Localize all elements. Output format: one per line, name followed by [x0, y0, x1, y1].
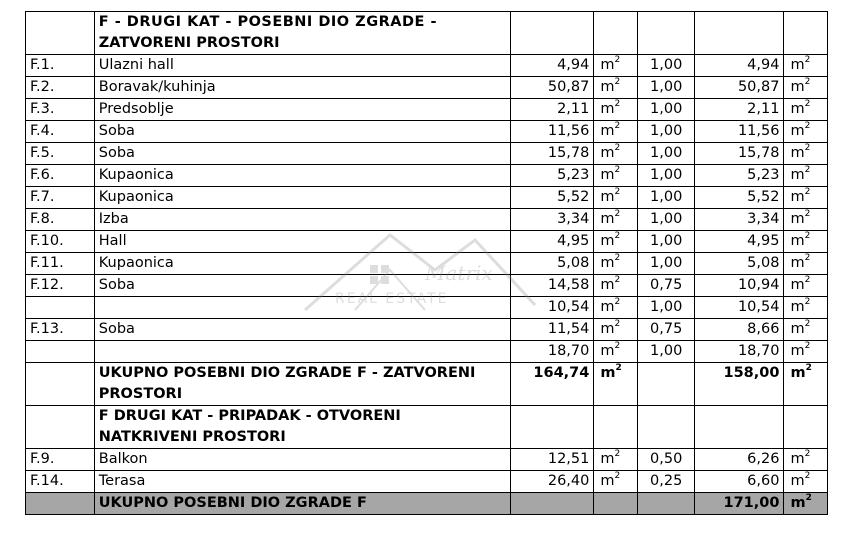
- reduced-area: 6,60: [695, 471, 784, 493]
- coefficient: 1,00: [637, 121, 695, 143]
- empty-cell: [695, 406, 784, 449]
- empty-cell: [511, 406, 594, 449]
- subtotal-row-label: [94, 363, 511, 406]
- empty-cell: [784, 12, 828, 55]
- unit-superscript: 2: [804, 253, 811, 264]
- coefficient: 1,00: [637, 231, 695, 253]
- coefficient: 1,00: [637, 187, 695, 209]
- unit-m: m: [790, 451, 805, 467]
- result-unit: [784, 493, 828, 515]
- unit-m: m: [790, 277, 805, 293]
- room-code: F.5.: [26, 143, 95, 165]
- total-row: [26, 493, 828, 515]
- room-code: F.12.: [26, 275, 95, 297]
- unit-superscript: 2: [805, 363, 812, 374]
- area-unit: [594, 231, 637, 253]
- empty-cell: [637, 493, 695, 515]
- table-row: [26, 99, 828, 121]
- room-code: F.9.: [26, 449, 95, 471]
- coefficient: 1,00: [637, 253, 695, 275]
- table-row: [26, 275, 828, 297]
- reduced-area: 5,08: [695, 253, 784, 275]
- room-name: Ulazni hall: [94, 55, 511, 77]
- coefficient: 1,00: [637, 99, 695, 121]
- section2-header-row-label: [94, 406, 511, 449]
- subtotal-row-label-line2: PROSTORI: [98, 386, 183, 402]
- room-code: [26, 297, 95, 319]
- room-name: Kupaonica: [94, 187, 511, 209]
- room-name: Balkon: [94, 449, 511, 471]
- table-row: [26, 165, 828, 187]
- table-row: [26, 187, 828, 209]
- unit-superscript: 2: [614, 209, 621, 220]
- coefficient: 0,25: [637, 471, 695, 493]
- unit-m: m: [790, 255, 805, 271]
- section-title: [94, 12, 511, 55]
- coefficient: 1,00: [637, 341, 695, 363]
- reduced-area: 50,87: [695, 77, 784, 99]
- unit-m: m: [600, 255, 615, 271]
- room-code: F.13.: [26, 319, 95, 341]
- table-row: [26, 341, 828, 363]
- room-code: F.14.: [26, 471, 95, 493]
- room-area: 5,08: [511, 253, 594, 275]
- unit-superscript: 2: [614, 341, 621, 352]
- empty-cell: [637, 406, 695, 449]
- table-row: [26, 121, 828, 143]
- room-area: 2,11: [511, 99, 594, 121]
- reduced-area: 18,70: [695, 341, 784, 363]
- table-row: [26, 55, 828, 77]
- reduced-area: 4,94: [695, 55, 784, 77]
- table-row: [26, 209, 828, 231]
- coefficient: 1,00: [637, 297, 695, 319]
- reduced-area: 5,52: [695, 187, 784, 209]
- room-name: Predsoblje: [94, 99, 511, 121]
- section2-header-row: [26, 406, 828, 449]
- area-unit: [594, 77, 637, 99]
- total-result: 171,00: [695, 493, 784, 515]
- table-row: [26, 449, 828, 471]
- empty-cell: [637, 12, 695, 55]
- area-unit: [594, 209, 637, 231]
- area-unit: [594, 471, 637, 493]
- unit-m: m: [790, 57, 805, 73]
- unit-superscript: 2: [614, 55, 621, 66]
- unit-m: m: [600, 145, 615, 161]
- section-title-line1: F - DRUGI KAT - POSEBNI DIO ZGRADE -: [98, 14, 437, 30]
- empty-cell: [26, 406, 95, 449]
- coefficient: 1,00: [637, 165, 695, 187]
- result-unit: [784, 165, 828, 187]
- unit-superscript: 2: [804, 275, 811, 286]
- unit-superscript: 2: [614, 143, 621, 154]
- room-name: Kupaonica: [94, 253, 511, 275]
- unit-m: m: [600, 299, 615, 315]
- watermark-text: REAL ESTATE: [335, 291, 449, 307]
- area-unit: [594, 121, 637, 143]
- result-unit: [784, 363, 828, 406]
- table-row: [26, 297, 828, 319]
- empty-cell: [26, 363, 95, 406]
- unit-m: m: [790, 321, 805, 337]
- unit-superscript: 2: [804, 209, 811, 220]
- reduced-area: 11,56: [695, 121, 784, 143]
- unit-superscript: 2: [614, 319, 621, 330]
- unit-m: m: [790, 189, 805, 205]
- result-unit: [784, 449, 828, 471]
- room-code: F.2.: [26, 77, 95, 99]
- room-code: F.6.: [26, 165, 95, 187]
- unit-m: m: [790, 233, 805, 249]
- unit-superscript: 2: [614, 275, 621, 286]
- unit-m: m: [790, 79, 805, 95]
- unit-superscript: 2: [804, 449, 811, 460]
- unit-superscript: 2: [615, 363, 622, 374]
- unit-m: m: [790, 123, 805, 139]
- unit-superscript: 2: [614, 449, 621, 460]
- empty-cell: [695, 12, 784, 55]
- area-unit: [594, 165, 637, 187]
- area-unit: [594, 253, 637, 275]
- area-unit: [594, 297, 637, 319]
- room-area: 3,34: [511, 209, 594, 231]
- section-title-line2: ZATVORENI PROSTORI: [98, 35, 280, 51]
- total-label: UKUPNO POSEBNI DIO ZGRADE F: [94, 493, 511, 515]
- area-unit: [594, 319, 637, 341]
- room-area: 26,40: [511, 471, 594, 493]
- room-area: 14,58: [511, 275, 594, 297]
- subtotal-area: 164,74: [511, 363, 594, 406]
- empty-cell: [511, 12, 594, 55]
- unit-superscript: 2: [804, 187, 811, 198]
- room-area: 11,54: [511, 319, 594, 341]
- reduced-area: 8,66: [695, 319, 784, 341]
- room-area: 12,51: [511, 449, 594, 471]
- result-unit: [784, 209, 828, 231]
- area-unit: [594, 363, 637, 406]
- area-unit: [594, 187, 637, 209]
- reduced-area: 15,78: [695, 143, 784, 165]
- subtotal-row: [26, 363, 828, 406]
- unit-superscript: 2: [804, 121, 811, 132]
- unit-superscript: 2: [804, 165, 811, 176]
- room-code: F.1.: [26, 55, 95, 77]
- unit-superscript: 2: [614, 471, 621, 482]
- coefficient: 1,00: [637, 55, 695, 77]
- table-row: [26, 471, 828, 493]
- unit-m: m: [600, 451, 615, 467]
- room-code: F.4.: [26, 121, 95, 143]
- unit-superscript: 2: [804, 55, 811, 66]
- room-area: 5,23: [511, 165, 594, 187]
- reduced-area: 10,94: [695, 275, 784, 297]
- room-area: 5,52: [511, 187, 594, 209]
- room-name: Izba: [94, 209, 511, 231]
- unit-superscript: 2: [804, 319, 811, 330]
- result-unit: [784, 99, 828, 121]
- result-unit: [784, 121, 828, 143]
- room-name: [94, 297, 511, 319]
- room-code: F.7.: [26, 187, 95, 209]
- unit-superscript: 2: [804, 297, 811, 308]
- result-unit: [784, 341, 828, 363]
- empty-cell: [594, 12, 637, 55]
- coefficient: 0,50: [637, 449, 695, 471]
- table-row: [26, 253, 828, 275]
- unit-superscript: 2: [804, 231, 811, 242]
- unit-m: m: [600, 343, 615, 359]
- reduced-area: 3,34: [695, 209, 784, 231]
- coefficient: 1,00: [637, 77, 695, 99]
- unit-superscript: 2: [614, 297, 621, 308]
- result-unit: [784, 55, 828, 77]
- room-code: F.10.: [26, 231, 95, 253]
- room-name: [94, 341, 511, 363]
- room-code: F.3.: [26, 99, 95, 121]
- unit-m: m: [600, 167, 615, 183]
- section2-header-row-label-line2: NATKRIVENI PROSTORI: [98, 429, 286, 445]
- subtotal-result: 158,00: [695, 363, 784, 406]
- room-name: Soba: [94, 143, 511, 165]
- coefficient: 1,00: [637, 209, 695, 231]
- empty-cell: [594, 406, 637, 449]
- room-name: Terasa: [94, 471, 511, 493]
- result-unit: [784, 471, 828, 493]
- result-unit: [784, 187, 828, 209]
- unit-m: m: [600, 123, 615, 139]
- watermark-script: Matrix: [425, 261, 493, 285]
- unit-superscript: 2: [614, 187, 621, 198]
- reduced-area: 2,11: [695, 99, 784, 121]
- room-area: 4,94: [511, 55, 594, 77]
- unit-superscript: 2: [614, 77, 621, 88]
- unit-m: m: [600, 277, 615, 293]
- reduced-area: 5,23: [695, 165, 784, 187]
- room-name: Hall: [94, 231, 511, 253]
- room-area: 10,54: [511, 297, 594, 319]
- unit-m: m: [600, 321, 615, 337]
- unit-superscript: 2: [805, 493, 812, 504]
- unit-superscript: 2: [614, 99, 621, 110]
- coefficient: 0,75: [637, 275, 695, 297]
- unit-m: m: [600, 101, 615, 117]
- unit-m: m: [600, 233, 615, 249]
- unit-m: m: [600, 189, 615, 205]
- empty-cell: [784, 406, 828, 449]
- area-unit: [594, 341, 637, 363]
- unit-m: m: [790, 495, 806, 511]
- section-header-row: [26, 12, 828, 55]
- unit-superscript: 2: [614, 253, 621, 264]
- unit-m: m: [600, 57, 615, 73]
- section2-header-row-label-line1: F DRUGI KAT - PRIPADAK - OTVORENI: [98, 408, 401, 424]
- unit-superscript: 2: [804, 77, 811, 88]
- unit-m: m: [790, 101, 805, 117]
- reduced-area: 6,26: [695, 449, 784, 471]
- room-area: 4,95: [511, 231, 594, 253]
- result-unit: [784, 275, 828, 297]
- table-row: [26, 77, 828, 99]
- unit-superscript: 2: [804, 143, 811, 154]
- header-code-cell: [26, 12, 95, 55]
- result-unit: [784, 77, 828, 99]
- room-area: 11,56: [511, 121, 594, 143]
- room-name: Soba: [94, 319, 511, 341]
- result-unit: [784, 231, 828, 253]
- unit-m: m: [600, 211, 615, 227]
- area-table: [25, 11, 828, 515]
- unit-superscript: 2: [614, 231, 621, 242]
- unit-m: m: [790, 167, 805, 183]
- result-unit: [784, 319, 828, 341]
- result-unit: [784, 143, 828, 165]
- room-code: F.11.: [26, 253, 95, 275]
- unit-m: m: [600, 79, 615, 95]
- unit-m: m: [790, 299, 805, 315]
- reduced-area: 4,95: [695, 231, 784, 253]
- unit-m: m: [790, 365, 806, 381]
- reduced-area: 10,54: [695, 297, 784, 319]
- unit-m: m: [790, 343, 805, 359]
- table-row: [26, 143, 828, 165]
- unit-superscript: 2: [804, 471, 811, 482]
- unit-m: m: [790, 473, 805, 489]
- empty-cell: [511, 493, 594, 515]
- room-area: 15,78: [511, 143, 594, 165]
- area-unit: [594, 449, 637, 471]
- unit-superscript: 2: [614, 165, 621, 176]
- room-name: Kupaonica: [94, 165, 511, 187]
- unit-m: m: [600, 473, 615, 489]
- unit-m: m: [600, 365, 616, 381]
- room-name: Soba: [94, 275, 511, 297]
- unit-superscript: 2: [804, 99, 811, 110]
- empty-cell: [26, 493, 95, 515]
- unit-m: m: [790, 145, 805, 161]
- coefficient: 0,75: [637, 319, 695, 341]
- room-name: Soba: [94, 121, 511, 143]
- area-unit: [594, 55, 637, 77]
- result-unit: [784, 297, 828, 319]
- area-unit: [594, 99, 637, 121]
- area-unit: [594, 143, 637, 165]
- room-code: F.8.: [26, 209, 95, 231]
- area-unit: [594, 275, 637, 297]
- table-row: [26, 319, 828, 341]
- room-code: [26, 341, 95, 363]
- unit-superscript: 2: [614, 121, 621, 132]
- room-area: 18,70: [511, 341, 594, 363]
- coefficient: 1,00: [637, 143, 695, 165]
- room-area: 50,87: [511, 77, 594, 99]
- unit-m: m: [790, 211, 805, 227]
- subtotal-row-label-line1: UKUPNO POSEBNI DIO ZGRADE F - ZATVORENI: [98, 365, 476, 381]
- room-name: Boravak/kuhinja: [94, 77, 511, 99]
- table-row: [26, 231, 828, 253]
- result-unit: [784, 253, 828, 275]
- unit-superscript: 2: [804, 341, 811, 352]
- empty-cell: [637, 363, 695, 406]
- empty-cell: [594, 493, 637, 515]
